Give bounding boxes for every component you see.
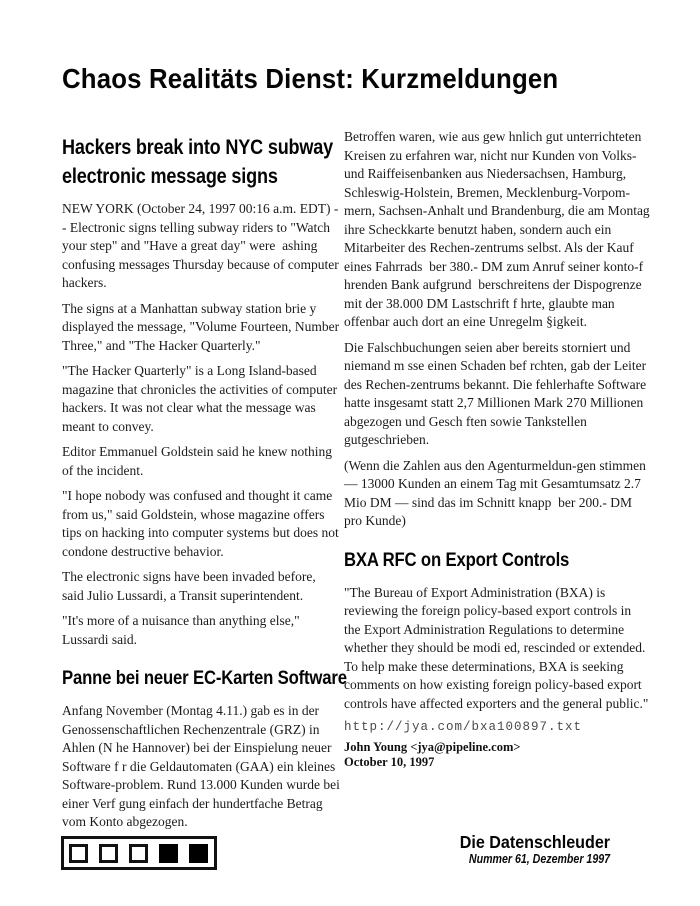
paragraph: "I hope nobody was confused and thought it came from us," said Goldstein, whose magazine offers tips on hacking into computer systems but does not condone destructive behavior. bbox=[62, 488, 343, 559]
paragraph: Anfang November (Montag 4.11.) gab es in der Genossenschaftlichen Rechenzentrale (GRZ) in Ahlen (N he Hannover) bei der Einspielung neuer Software f r die Geldautomaten (GAA) ein kleines Software-problem. Rund 13.000 Kunden wurde bei einer Verf gung einfach der hundertfache Betrag vom Konto abgezogen. bbox=[62, 703, 344, 829]
page-marker bbox=[61, 836, 217, 870]
right-column bbox=[344, 128, 654, 769]
paragraph: (Wenn die Zahlen aus den Agenturmeldun-gen stimmen — 13000 Kunden an einem Tag mit Gesamtumsatz 2.7 Mio DM — sind das im Schnitt knapp ber 200.- DM pro Kunde) bbox=[344, 457, 650, 528]
paragraph: The signs at a Manhattan subway station brie y displayed the message, "Volume Fourteen, Number Three," and "The Hacker Quarterly." bbox=[62, 300, 343, 353]
publication-issue: Nummer 61, Dezember 1997 bbox=[468, 852, 610, 866]
paragraph: "It's more of a nuisance than anything else," Lussardi said. bbox=[62, 613, 304, 647]
page-marker-square-empty bbox=[99, 844, 118, 863]
article-url: http://jya.com/bxa100897.txt bbox=[344, 720, 583, 734]
page-marker-square-filled bbox=[159, 844, 178, 863]
page-marker-square-empty bbox=[129, 844, 148, 863]
left-column bbox=[62, 133, 347, 839]
paragraph: Editor Emmanuel Goldstein said he knew nothing of the incident. bbox=[62, 444, 336, 478]
paragraph: "The Hacker Quarterly" is a Long Island-based magazine that chronicles the activities of computer hackers. It was not clear what the message was meant to convey. bbox=[62, 363, 341, 434]
article-heading-ec-karten: Panne bei neuer EC-Karten Software bbox=[62, 668, 347, 689]
paragraph: The electronic signs have been invaded before, said Julio Lussardi, a Transit superintendent. bbox=[62, 569, 320, 603]
article-heading-nyc-subway bbox=[62, 133, 334, 191]
paragraph: "The Bureau of Export Administration (BXA) is reviewing the foreign policy-based export controls in the Export Administration Regulations to determine whether they should be modi ed, rescinded or extended. To help make these determinations, BXA is seeking comments on how existing foreign policy-based export controls have affected exporters and the general public." bbox=[344, 584, 649, 711]
paragraph: Betroffen waren, wie aus gew hnlich gut unterrichteten Kreisen zu erfahren war, nicht nur Kunden von Volks- und Raiffeisenbanken aus Niedersachsen, Hamburg, Schleswig-Holstein, Bremen, Mecklenburg-Vorpom-mern, Sachsen-Anhalt und Brandenburg, die am Montag ihre Scheckkarte benutzt haben, sondern auch ein Mitarbeiter des Rechen-zentrums selbst. Als der Kauf eines Fahrrads ber 380.- DM zum Anruf seiner konto-f hrenden Bank aufgrund berschreitens der Dispogrenze mit der 38.000 DM Lastschrift f hrte, glaubte man offenbar auch dort an eine Unregelm §igkeit. bbox=[344, 129, 654, 329]
publication-name: Die Datenschleuder bbox=[459, 832, 610, 852]
heading-line: Hackers break into NYC subway bbox=[62, 136, 334, 159]
page-marker-square-filled bbox=[189, 844, 208, 863]
article-date: October 10, 1997 bbox=[344, 754, 435, 769]
heading-line: electronic message signs bbox=[62, 165, 278, 188]
paragraph: NEW YORK (October 24, 1997 00:16 a.m. EDT) -- Electronic signs telling subway riders to "Watch your step" and "Have a great day" were ashing confusing messages Thursday because of computer hackers. bbox=[62, 201, 343, 290]
page-title: Chaos Realitäts Dienst: Kurzmeldungen bbox=[62, 63, 559, 94]
footer-publication-block bbox=[444, 833, 610, 867]
article-byline: John Young <jya@pipeline.com> bbox=[344, 740, 521, 754]
paragraph: Die Falschbuchungen seien aber bereits storniert und niemand m sse einen Schaden bef rchten, gab der Leiter des Rechen-zentrums bekannt. Die fehlerhafte Software hatte insgesamt statt 2,7 Millionen Mark 270 Millionen abgezogen und Gesch ften sowie Tankstellen gutgeschrieben. bbox=[344, 339, 650, 447]
page-marker-square-empty bbox=[69, 844, 88, 863]
article-heading-bxa-rfc: BXA RFC on Export Controls bbox=[344, 549, 570, 571]
